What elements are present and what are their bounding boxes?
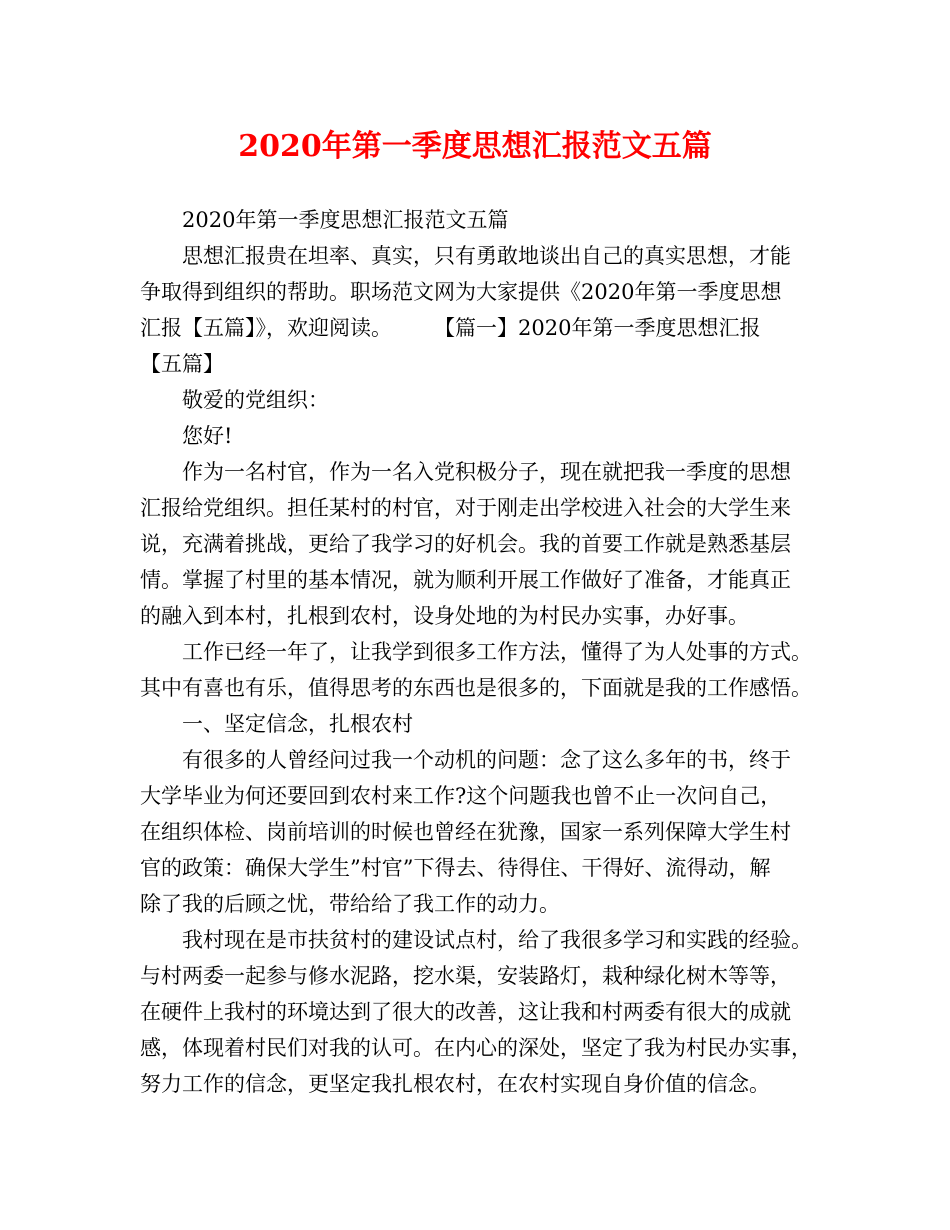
- body-line: 【五篇】: [140, 352, 224, 376]
- body-line: 作为一名村官，作为一名入党积极分子，现在就把我一季度的思想: [182, 460, 791, 484]
- document-body: [140, 202, 820, 1102]
- body-line: 汇报给党组织。担任某村的村官，对于刚走出学校进入社会的大学生来: [140, 496, 791, 520]
- body-line: 工作已经一年了，让我学到很多工作方法，懂得了为人处事的方式。: [182, 640, 812, 664]
- body-line: 感，体现着村民们对我的认可。在内心的深处，坚定了我为村民办实事，: [140, 1036, 812, 1060]
- body-line: 其中有喜也有乐，值得思考的东西也是很多的，下面就是我的工作感悟。: [140, 676, 812, 700]
- body-line: 的融入到本村，扎根到农村，设身处地的为村民办实事，办好事。: [140, 604, 749, 628]
- body-line: 与村两委一起参与修水泥路，挖水渠，安装路灯，栽种绿化树木等等，: [140, 964, 791, 988]
- body-line: 努力工作的信念，更坚定我扎根农村，在农村实现自身价值的信念。: [140, 1072, 770, 1096]
- body-line: 情。掌握了村里的基本情况，就为顺利开展工作做好了准备，才能真正: [140, 568, 791, 592]
- body-line: 在硬件上我村的环境达到了很大的改善，这让我和村两委有很大的成就: [140, 1000, 791, 1024]
- body-line: 一、坚定信念，扎根农村: [182, 712, 413, 736]
- body-line: 官的政策：确保大学生”村官”下得去、待得住、干得好、流得动，解: [140, 856, 771, 880]
- body-line: 争取得到组织的帮助。职场范文网为大家提供《2020年第一季度思想: [140, 280, 782, 304]
- body-line: 汇报【五篇】》，欢迎阅读。 【篇一】2020年第一季度思想汇报: [140, 316, 761, 340]
- body-line: 思想汇报贵在坦率、真实，只有勇敢地谈出自己的真实思想，才能: [182, 244, 791, 268]
- body-line: 2020年第一季度思想汇报范文五篇: [182, 208, 509, 232]
- body-line: 您好!: [182, 424, 233, 448]
- body-line: 在组织体检、岗前培训的时候也曾经在犹豫，国家一系列保障大学生村: [140, 820, 791, 844]
- body-line: 有很多的人曾经问过我一个动机的问题：念了这么多年的书，终于: [182, 748, 791, 772]
- document-title: 2020年第一季度思想汇报范文五篇: [238, 129, 712, 164]
- body-line: 大学毕业为何还要回到农村来工作?这个问题我也曾不止一次问自己，: [140, 784, 782, 808]
- body-line: 说，充满着挑战，更给了我学习的好机会。我的首要工作就是熟悉基层: [140, 532, 791, 556]
- body-line: 我村现在是市扶贫村的建设试点村，给了我很多学习和实践的经验。: [182, 928, 812, 952]
- body-line: 敬爱的党组织：: [182, 388, 329, 412]
- body-line: 除了我的后顾之忧，带给给了我工作的动力。: [140, 892, 560, 916]
